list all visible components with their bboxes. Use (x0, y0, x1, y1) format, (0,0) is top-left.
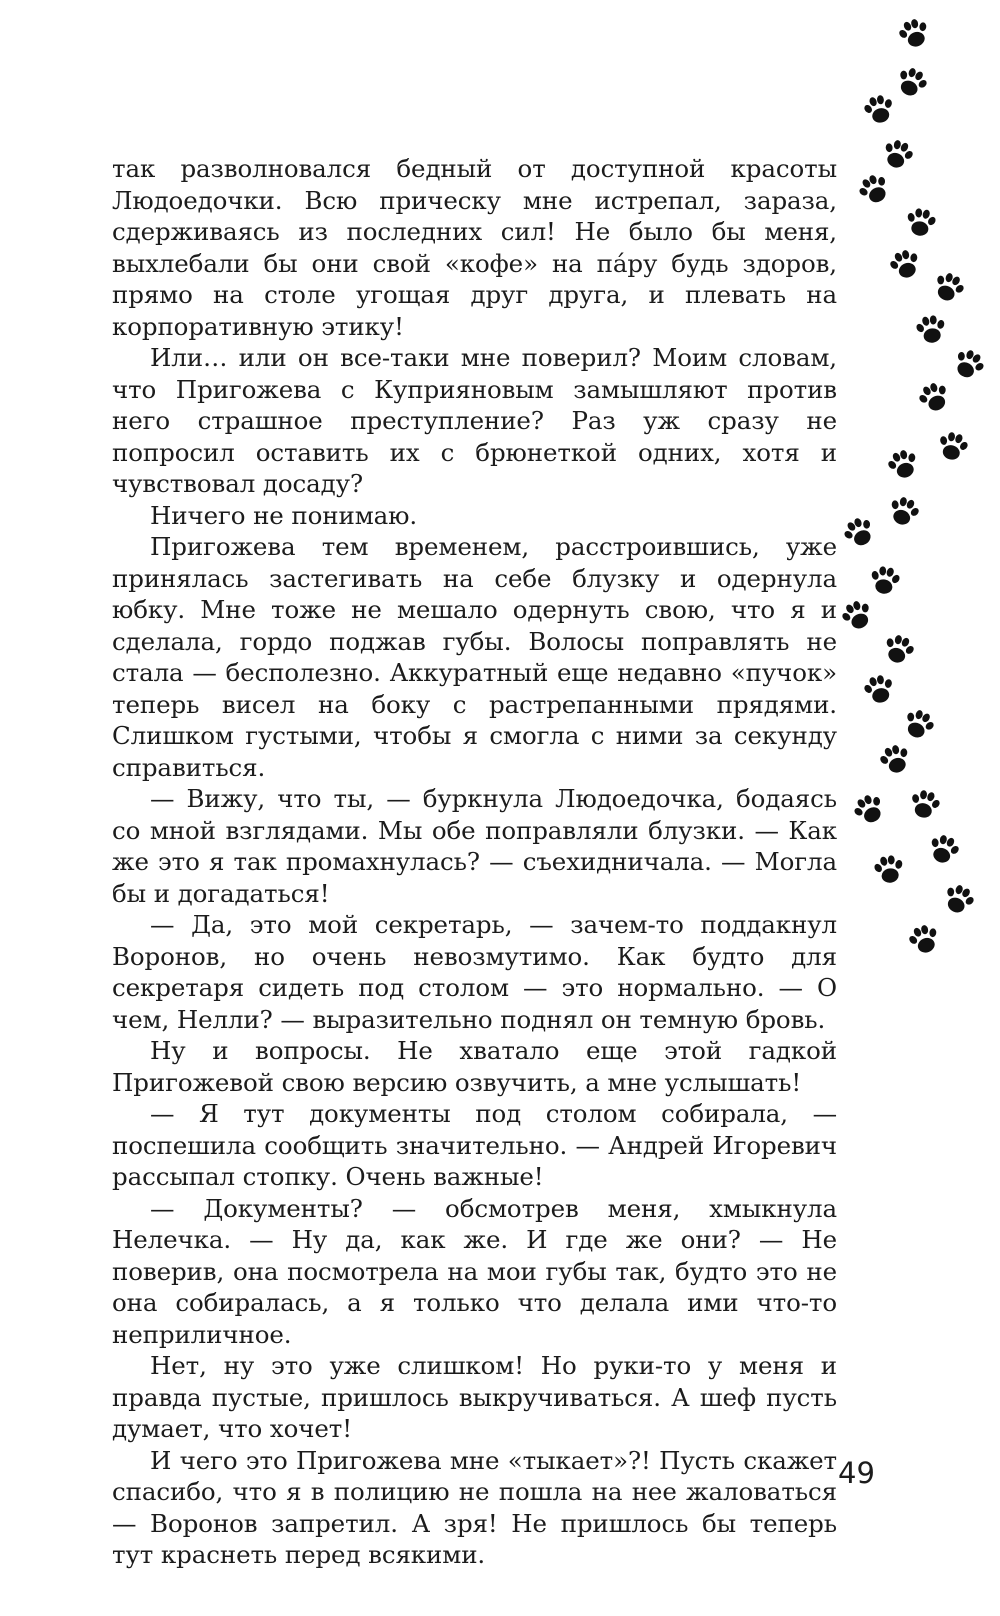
paw-print-icon (909, 307, 953, 351)
paw-print-icon (874, 130, 923, 179)
paw-print-icon (909, 372, 959, 422)
paw-print-icon (875, 625, 924, 674)
paragraph: Или… или он все-таки мне поверил? Моим словам, что Пригожева с Куприяновым замышляют против него страшное преступление? Раз уж сразу не попросил оставить их с брюнеткой одних, хотя и чувствовал досаду? (112, 343, 837, 498)
paw-print-icon (930, 423, 977, 470)
paw-print-icon (879, 440, 928, 489)
paw-print-icon (943, 338, 995, 390)
paw-print-icon (833, 506, 885, 558)
paw-print-icon (832, 590, 882, 640)
paw-print-icon (900, 915, 949, 964)
paw-print-icon (863, 558, 907, 602)
paragraph: — Я тут документы под столом собирала, — поспешила сообщить значительно. — Андрей Игоревич рассыпал стопку. Очень важные! (112, 1099, 837, 1191)
paw-print-icon (871, 735, 920, 784)
paragraph: — Документы? — обсмотрев меня, хмыкнула Нелечка. — Ну да, как же. И где же они? — Не поверив, она посмотрела на мои губы так, будто это не она собиралась, а я только что делала ими что-то неприличное. (112, 1193, 837, 1349)
paw-print-icon (920, 825, 969, 874)
paw-print-icon (856, 666, 903, 713)
paw-print-icon (890, 9, 939, 58)
paragraph: Ничего не понимаю. (150, 500, 418, 530)
paw-print-icon (881, 240, 930, 289)
paw-print-icon (902, 781, 949, 828)
paw-print-icon (880, 487, 929, 536)
paw-print-icon (887, 57, 937, 107)
page-number: 49 (838, 1456, 875, 1490)
paragraph: — Вижу, что ты, — буркнула Людоедочка, бодаясь со мной взглядами. Мы обе поправляли блузки. — Как же это я так промахнулась? — съехидничала. — Могла бы и догадаться! (112, 784, 837, 908)
paw-print-icon (924, 262, 974, 312)
paragraph: Нет, ну это уже слишком! Но руки-то у меня и правда пустые, пришлось выкручиваться. А шеф пусть думает, что хочет! (112, 1351, 837, 1443)
paragraph: И чего это Пригожева мне «тыкает»?! Пусть скажет спасибо, что я в полицию не пошла на нее жаловаться — Воронов запретил. А зря! Не пришлось бы теперь тут краснеть перед всякими. (112, 1445, 837, 1569)
paw-print-icon (856, 86, 903, 133)
body-text (112, 153, 837, 1571)
paw-print-icon (848, 163, 900, 215)
paragraph: Пригожева тем временем, расстроившись, уже принялась застегивать на себе блузку и одернула юбку. Мне тоже не мешало одернуть свою, что я и сделала, гордо поджав губы. Волосы поправлять не стала — бесполезно. Аккуратный еще недавно «пучок» теперь висел на боку с растрепанными прядями. Слишком густыми, чтобы я смогла с ними за секунду справиться. (112, 532, 837, 782)
paragraph: так разволновался бедный от доступной красоты Людоедочки. Всю прическу мне истрепал, зараза, сдерживаясь из последних сил! Не было бы меня, выхлебали бы они свой «кофе» на пáру будь здоров, прямо на столе угощая друг друга, и плевать на корпоративную этику! (112, 154, 837, 341)
paragraph: — Да, это мой секретарь, — зачем-то поддакнул Воронов, но очень невозмутимо. Как будто для секретаря сидеть под столом — это нормально. — О чем, Нелли? — выразительно поднял он темную бровь. (112, 910, 837, 1034)
paw-print-icon (867, 847, 911, 891)
paragraph: Ну и вопросы. Не хватало еще этой гадкой Пригожевой свою версию озвучить, а мне услышать! (112, 1036, 837, 1097)
paw-print-icon (899, 200, 943, 244)
paw-print-icon (894, 699, 944, 749)
paw-print-icon (843, 783, 895, 835)
paw-print-icon (934, 874, 984, 924)
